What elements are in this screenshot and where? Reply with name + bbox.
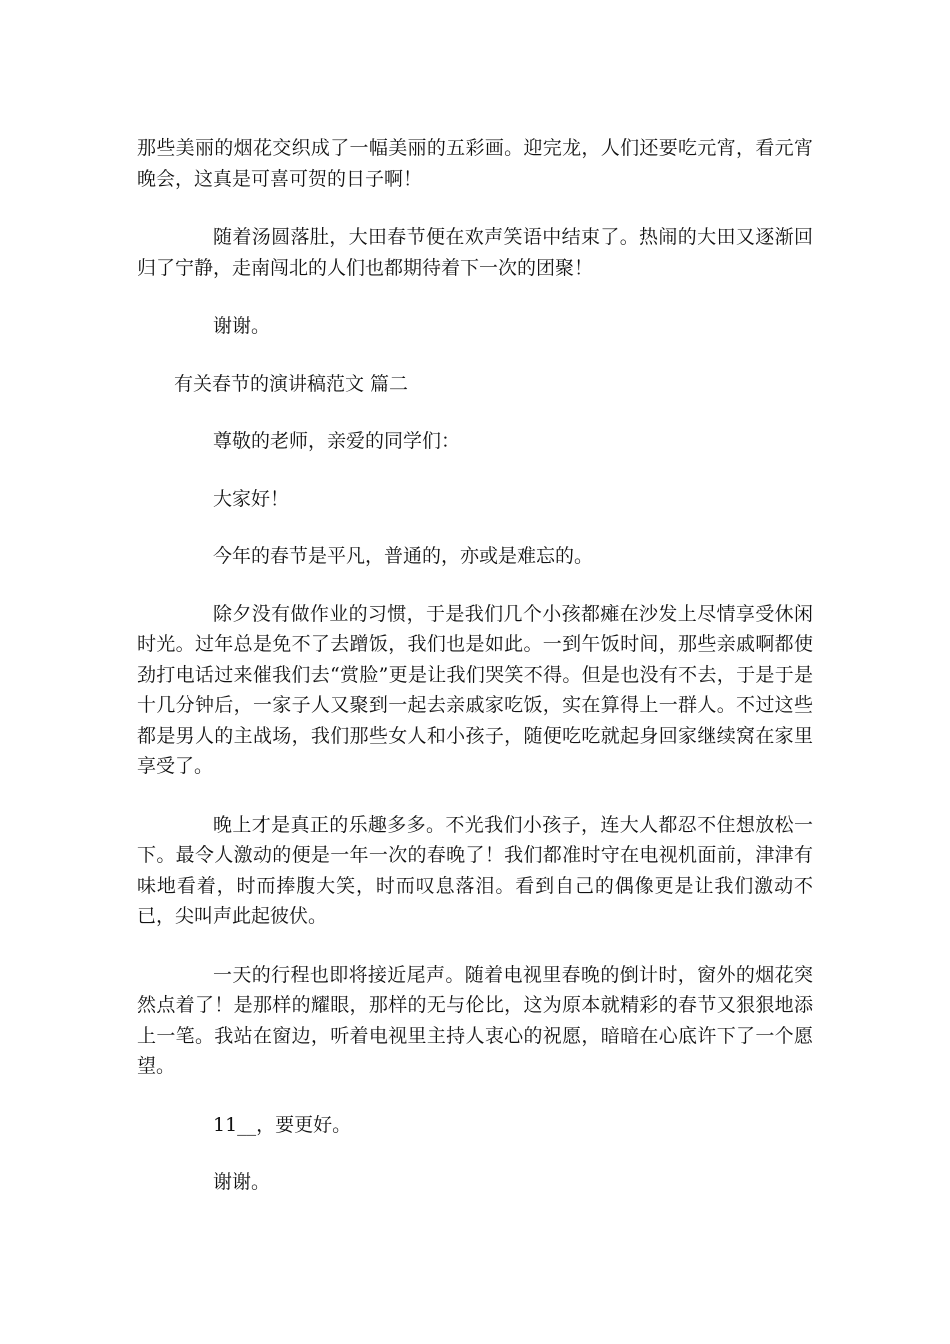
paragraph-hello: 大家好！ <box>213 487 290 510</box>
paragraph-festival-end: 随着汤圆落肚，大田春节便在欢声笑语中结束了。热闹的大田又逐渐回归了宁静，走南闯北的人们也都期待着下一次的团聚！ <box>137 226 813 279</box>
paragraph-fireworks: 那些美丽的烟花交织成了一幅美丽的五彩画。迎完龙，人们还要吃元宵，看元宵晚会，这真是可喜可贺的日子啊！ <box>137 137 813 190</box>
paragraph-thanks-2: 谢谢。 <box>213 1171 271 1193</box>
paragraph-intro: 今年的春节是平凡，普通的，亦或是难忘的。 <box>213 545 594 567</box>
paragraph-wish: 11__，要更好。 <box>213 1113 352 1136</box>
paragraph-new-years-eve: 除夕没有做作业的习惯，于是我们几个小孩都瘫在沙发上尽情享受休闲时光。过年总是免不了去蹭饭，我们也是如此。一到午饭时间，那些亲戚啊都使劲打电话过来催我们去“赏脸”更是让我们哭笑不得。但是也没有不去，于是于是十几分钟后，一家子人又聚到一起去亲戚家吃饭，实在算得上一群人。不过这些都是男人的主战场，我们那些女人和小孩子，随便吃吃就起身回家继续窝在家里享受了。 <box>137 602 813 777</box>
document-body <box>137 133 813 1225</box>
paragraph-countdown: 一天的行程也即将接近尾声。随着电视里春晚的倒计时，窗外的烟花突然点着了！是那样的耀眼，那样的无与伦比，这为原本就精彩的春节又狠狠地添上一笔。我站在窗边，听着电视里主持人衷心的祝愿，暗暗在心底许下了一个愿望。 <box>137 963 813 1077</box>
paragraph-spring-gala: 晚上才是真正的乐趣多多。不光我们小孩子，连大人都忍不住想放松一下。最令人激动的便是一年一次的春晚了！我们都准时守在电视机面前，津津有味地看着，时而捧腹大笑，时而叹息落泪。看到自己的偶像更是让我们激动不已，尖叫声此起彼伏。 <box>137 813 813 927</box>
paragraph-greeting-audience: 尊敬的老师，亲爱的同学们： <box>213 430 461 452</box>
paragraph-thanks-1: 谢谢。 <box>213 315 271 337</box>
section-heading: 有关春节的演讲稿范文 篇二 <box>174 372 409 395</box>
